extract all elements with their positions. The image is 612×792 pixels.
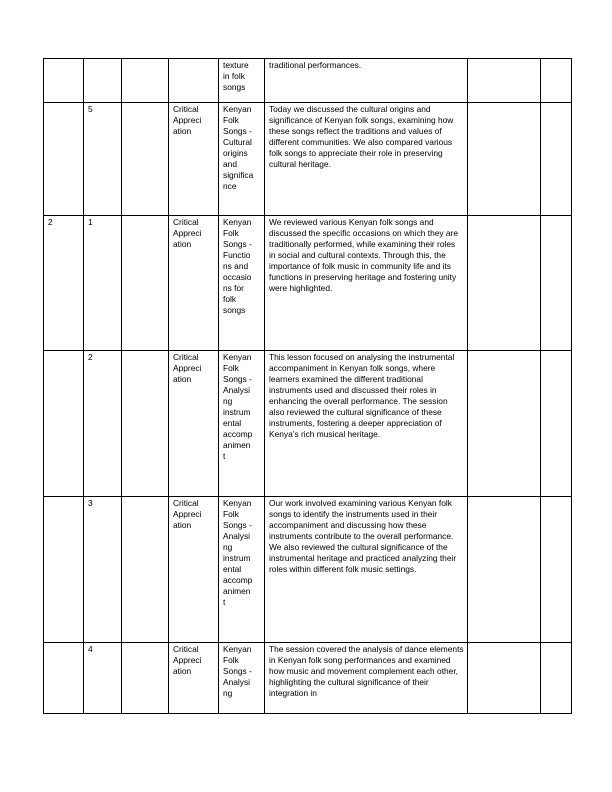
remarks-cell xyxy=(468,216,541,351)
lesson-cell xyxy=(84,59,122,103)
blank-cell xyxy=(122,497,169,643)
sub-strand-cell: Kenyan Folk Songs - Functio ns and occasio ns for folk songs xyxy=(219,216,265,351)
strand-cell xyxy=(169,59,219,103)
lesson-summary-cell: Our work involved examining various Kenyan folk songs to identify the instruments used in their accompaniment and discussing how these instruments contribute to the overall performance. We also reviewed the cultural significance of the instrumental heritage and practiced analyzing their roles within different folk music settings. xyxy=(265,497,468,643)
lesson-cell: 1 xyxy=(84,216,122,351)
table-row xyxy=(44,59,572,103)
lesson-cell: 2 xyxy=(84,351,122,497)
signature-cell xyxy=(541,497,572,643)
signature-cell xyxy=(541,351,572,497)
blank-cell xyxy=(122,216,169,351)
lesson-summary-cell: We reviewed various Kenyan folk songs and discussed the specific occasions on which they are traditionally performed, while examining their roles in social and cultural contexts. Through this, the importance of folk music in community life and its functions in preserving heritage and fostering unity were highlighted. xyxy=(265,216,468,351)
lesson-summary-cell: traditional performances. xyxy=(265,59,468,103)
scheme-of-work-table xyxy=(43,58,572,714)
week-cell xyxy=(44,351,84,497)
sub-strand-cell: texture in folk songs xyxy=(219,59,265,103)
table-row xyxy=(44,643,572,714)
signature-cell xyxy=(541,643,572,714)
remarks-cell xyxy=(468,351,541,497)
sub-strand-cell: Kenyan Folk Songs - Analysi ng instrum ental accomp animen t xyxy=(219,351,265,497)
blank-cell xyxy=(122,351,169,497)
strand-cell: Critical Appreci ation xyxy=(169,497,219,643)
lesson-summary-cell: Today we discussed the cultural origins and significance of Kenyan folk songs, examining how these songs reflect the traditions and values of different communities. We also compared various folk songs to appreciate their role in preserving cultural heritage. xyxy=(265,103,468,216)
table-row xyxy=(44,103,572,216)
table-row xyxy=(44,216,572,351)
sub-strand-cell: Kenyan Folk Songs - Cultural origins and significa nce xyxy=(219,103,265,216)
signature-cell xyxy=(541,59,572,103)
signature-cell xyxy=(541,103,572,216)
lesson-summary-cell: This lesson focused on analysing the instrumental accompaniment in Kenyan folk songs, where learners examined the different traditional instruments used and discussed their roles in enhancing the overall performance. The session also reviewed the cultural significance of these instruments, fostering a deeper appreciation of Kenya’s rich musical heritage. xyxy=(265,351,468,497)
table-row xyxy=(44,351,572,497)
remarks-cell xyxy=(468,59,541,103)
week-cell xyxy=(44,643,84,714)
table-row xyxy=(44,497,572,643)
sub-strand-cell: Kenyan Folk Songs - Analysi ng xyxy=(219,643,265,714)
lesson-cell: 3 xyxy=(84,497,122,643)
blank-cell xyxy=(122,103,169,216)
week-cell xyxy=(44,59,84,103)
signature-cell xyxy=(541,216,572,351)
week-cell xyxy=(44,497,84,643)
lesson-cell: 5 xyxy=(84,103,122,216)
strand-cell: Critical Appreci ation xyxy=(169,216,219,351)
strand-cell: Critical Appreci ation xyxy=(169,103,219,216)
blank-cell xyxy=(122,59,169,103)
remarks-cell xyxy=(468,643,541,714)
week-cell xyxy=(44,103,84,216)
week-cell: 2 xyxy=(44,216,84,351)
lesson-cell: 4 xyxy=(84,643,122,714)
remarks-cell xyxy=(468,103,541,216)
strand-cell: Critical Appreci ation xyxy=(169,351,219,497)
sub-strand-cell: Kenyan Folk Songs - Analysi ng instrum ental accomp animen t xyxy=(219,497,265,643)
lesson-summary-cell: The session covered the analysis of dance elements in Kenyan folk song performances and examined how music and movement complement each other, highlighting the cultural significance of their integration in xyxy=(265,643,468,714)
remarks-cell xyxy=(468,497,541,643)
blank-cell xyxy=(122,643,169,714)
strand-cell: Critical Appreci ation xyxy=(169,643,219,714)
